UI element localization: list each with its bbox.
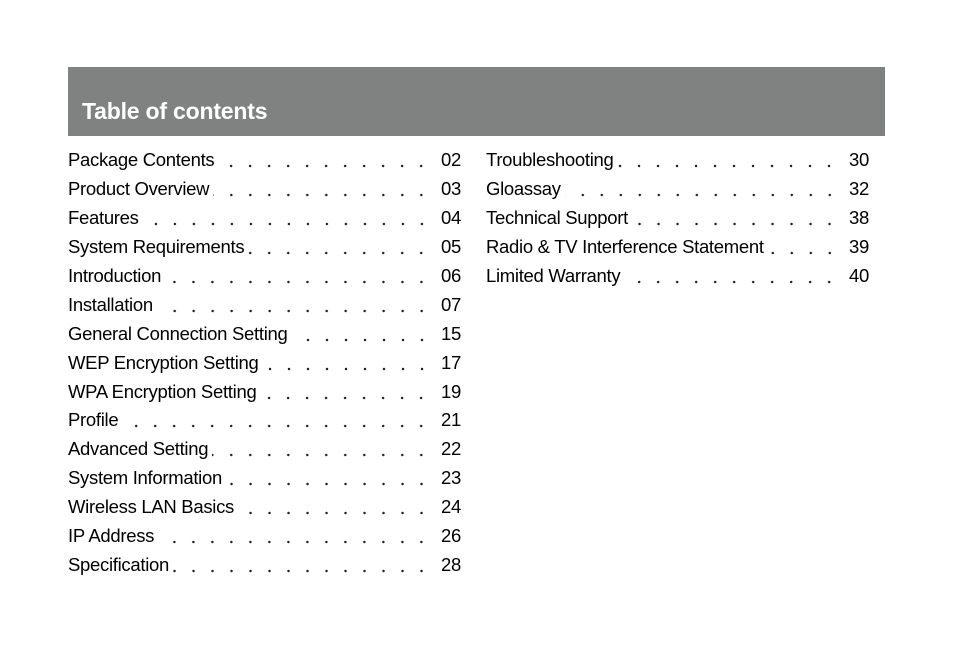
- toc-entry[interactable]: [486, 175, 869, 204]
- page-title: Table of contents: [82, 98, 268, 124]
- toc-dot-leader: [632, 222, 839, 226]
- toc-dot-leader: [248, 251, 431, 255]
- toc-dot-leader: [143, 222, 431, 226]
- toc-entry[interactable]: [68, 348, 461, 377]
- toc-entry-label: Product Overview: [68, 178, 210, 200]
- toc-dot-leader: [173, 569, 431, 573]
- toc-entry-page: 17: [441, 351, 461, 373]
- toc-dot-leader: [263, 367, 432, 371]
- toc-column-left: [68, 146, 461, 579]
- toc-entry[interactable]: [68, 175, 461, 204]
- toc-entry-page: 06: [441, 265, 461, 286]
- toc-entry[interactable]: [486, 262, 869, 291]
- toc-dot-leader: [565, 193, 839, 197]
- toc-dot-leader: [768, 251, 839, 255]
- toc-entry[interactable]: [68, 464, 461, 493]
- toc-dot-leader: [122, 424, 431, 428]
- toc-entry-label: Introduction: [68, 265, 162, 286]
- toc-entry-page: 05: [441, 236, 461, 258]
- toc-entry[interactable]: [68, 204, 461, 233]
- toc-entry-page: 07: [441, 293, 461, 315]
- toc-entry-label: Installation: [68, 293, 153, 315]
- toc-dot-leader: [165, 280, 431, 284]
- toc-entry-page: 24: [441, 496, 461, 518]
- toc-entry-label: System Requirements: [68, 236, 245, 258]
- toc-entry-label: Advanced Setting: [68, 438, 209, 460]
- toc-entry[interactable]: [68, 493, 461, 522]
- toc-dot-leader: [624, 280, 839, 284]
- toc-entry-page: 30: [849, 149, 869, 171]
- toc-entry-page: 28: [441, 553, 461, 575]
- toc-entry[interactable]: [486, 204, 869, 233]
- toc-entry-page: 04: [441, 207, 461, 229]
- toc-entry[interactable]: [68, 435, 461, 464]
- toc-entry-label: Gloassay: [486, 178, 561, 200]
- toc-entry-page: 32: [849, 178, 869, 200]
- toc-entry[interactable]: [486, 146, 869, 175]
- toc-entry-label: Wireless LAN Basics: [68, 496, 234, 518]
- toc-column-right: [486, 146, 869, 290]
- toc-entry[interactable]: [68, 550, 461, 579]
- toc-entry[interactable]: [68, 522, 461, 551]
- toc-entry-page: 23: [441, 467, 461, 489]
- toc-entry-page: 15: [441, 322, 461, 344]
- toc-dot-leader: [617, 164, 839, 168]
- toc-entry-label: Troubleshooting: [486, 149, 614, 171]
- toc-entry[interactable]: [68, 377, 461, 406]
- toc-entry-label: Package Contents: [68, 149, 215, 171]
- toc-dot-leader: [292, 338, 432, 342]
- toc-entry-label: IP Address: [68, 525, 155, 547]
- toc-dot-leader: [158, 540, 431, 544]
- toc-entry-label: Features: [68, 207, 139, 229]
- toc-entry-page: 26: [441, 525, 461, 547]
- toc-entry[interactable]: [68, 146, 461, 175]
- toc-entry-page: 22: [441, 438, 461, 460]
- toc-dot-leader: [213, 193, 431, 197]
- toc-dot-leader: [226, 482, 431, 486]
- toc-entry[interactable]: [68, 319, 461, 348]
- toc-dot-leader: [212, 453, 431, 457]
- toc-entry[interactable]: [486, 233, 869, 262]
- toc-entry-page: 03: [441, 178, 461, 200]
- toc-dot-leader: [260, 396, 431, 400]
- toc-entry-page: 40: [849, 265, 869, 286]
- toc-dot-leader: [238, 511, 431, 515]
- toc-entry-label: WPA Encryption Setting: [68, 380, 257, 402]
- toc-entry-label: Radio & TV Interference Statement: [486, 236, 764, 258]
- toc-entry-label: System Information: [68, 467, 222, 489]
- toc-entry-label: WEP Encryption Setting: [68, 351, 259, 373]
- toc-entry-page: 19: [441, 380, 461, 402]
- toc-dot-leader: [157, 309, 431, 313]
- toc-entry-label: Limited Warranty: [486, 265, 621, 286]
- toc-entry-page: 39: [849, 236, 869, 258]
- toc-entry-label: Specification: [68, 553, 169, 575]
- toc-entry[interactable]: [68, 406, 461, 435]
- toc-dot-leader: [218, 164, 431, 168]
- toc-entry[interactable]: [68, 233, 461, 262]
- toc-entry-label: Profile: [68, 409, 119, 431]
- toc-entry-page: 38: [849, 207, 869, 229]
- header-bar: [68, 67, 885, 136]
- toc-entry-page: 21: [441, 409, 461, 431]
- toc-entry-label: Technical Support: [486, 207, 628, 229]
- toc-entry[interactable]: [68, 290, 461, 319]
- toc-entry[interactable]: [68, 262, 461, 291]
- toc-entry-label: General Connection Setting: [68, 322, 288, 344]
- toc-entry-page: 02: [441, 149, 461, 171]
